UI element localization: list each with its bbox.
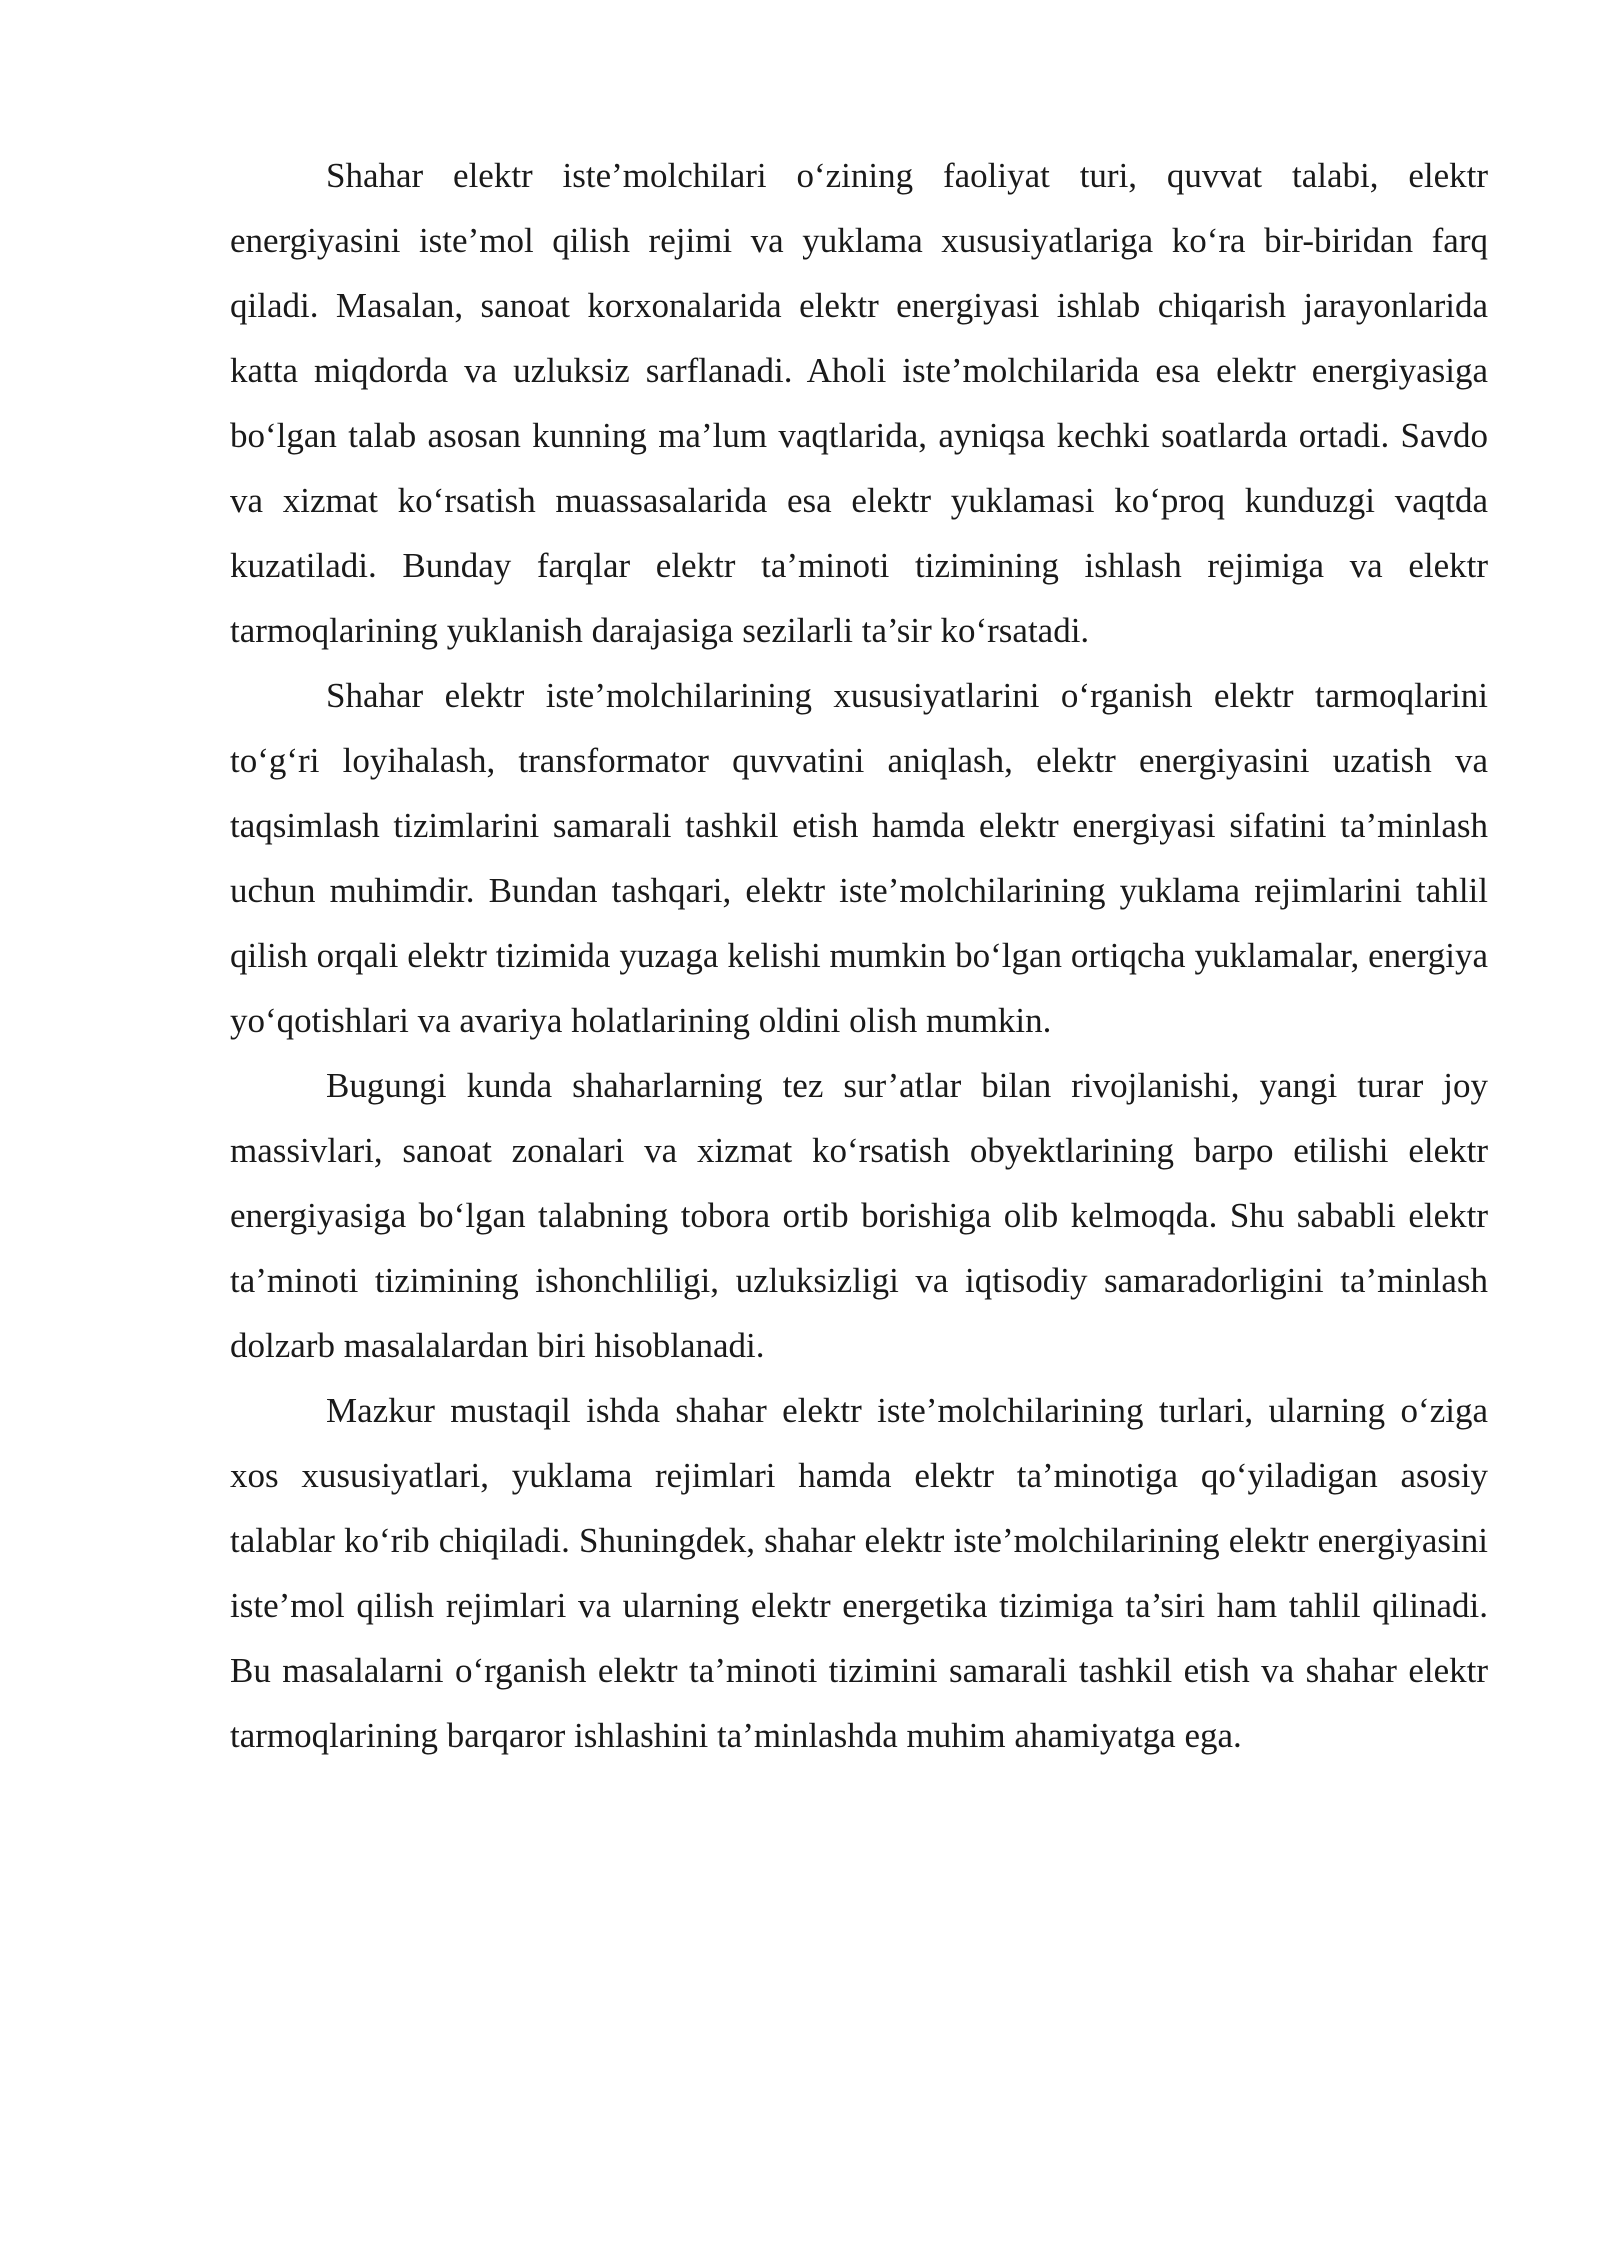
paragraph-3: Bugungi kunda shaharlarning tez sur’atlar bilan rivojlanishi, yangi turar joy massivlari, sanoat zonalari va xizmat ko‘rsatish obyektlarining barpo etilishi elektr energiyasiga bo‘lgan talabning tobora ortib borishiga olib kelmoqda. Shu sababli elektr ta’minoti tizimining ishonchliligi, uzluksizligi va iqtisodiy samaradorligini ta’minlash dolzarb masalalardan biri hisoblanadi.	[230, 1066, 1488, 1365]
paragraph-1: Shahar elektr iste’molchilari o‘zining faoliyat turi, quvvat talabi, elektr energiyasini iste’mol qilish rejimi va yuklama xususiyatlariga ko‘ra bir-biridan farq qiladi. Masalan, sanoat korxonalarida elektr energiyasi ishlab chiqarish jarayonlarida katta miqdorda va uzluksiz sarflanadi. Aholi iste’molchilarida esa elektr energiyasiga bo‘lgan talab asosan kunning ma’lum vaqtlarida, ayniqsa kechki soatlarda ortadi. Savdo va xizmat ko‘rsatish muassasalarida esa elektr yuklamasi ko‘proq kunduzgi vaqtda kuzatiladi. Bunday farqlar elektr ta’minoti tizimining ishlash rejimiga va elektr tarmoqlarining yuklanish darajasiga sezilarli ta’sir ko‘rsatadi.	[230, 156, 1488, 650]
paragraph-2: Shahar elektr iste’molchilarining xususiyatlarini o‘rganish elektr tarmoqlarini to‘g‘ri loyihalash, transformator quvvatini aniqlash, elektr energiyasini uzatish va taqsimlash tizimlarini samarali tashkil etish hamda elektr energiyasi sifatini ta’minlash uchun muhimdir. Bundan tashqari, elektr iste’molchilarining yuklama rejimlarini tahlil qilish orqali elektr tizimida yuzaga kelishi mumkin bo‘lgan ortiqcha yuklamalar, energiya yo‘qotishlari va avariya holatlarining oldini olish mumkin.	[230, 676, 1488, 1040]
paragraph-4: Mazkur mustaqil ishda shahar elektr iste’molchilarining turlari, ularning o‘ziga xos xususiyatlari, yuklama rejimlari hamda elektr ta’minotiga qo‘yiladigan asosiy talablar ko‘rib chiqiladi. Shuningdek, shahar elektr iste’molchilarining elektr energiyasini iste’mol qilish rejimlari va ularning elektr energetika tizimiga ta’siri ham tahlil qilinadi. Bu masalalarni o‘rganish elektr ta’minoti tizimini samarali tashkil etish va shahar elektr tarmoqlarining barqaror ishlashini ta’minlashda muhim ahamiyatga ega.	[230, 1391, 1488, 1755]
document-body	[230, 143, 1488, 1768]
